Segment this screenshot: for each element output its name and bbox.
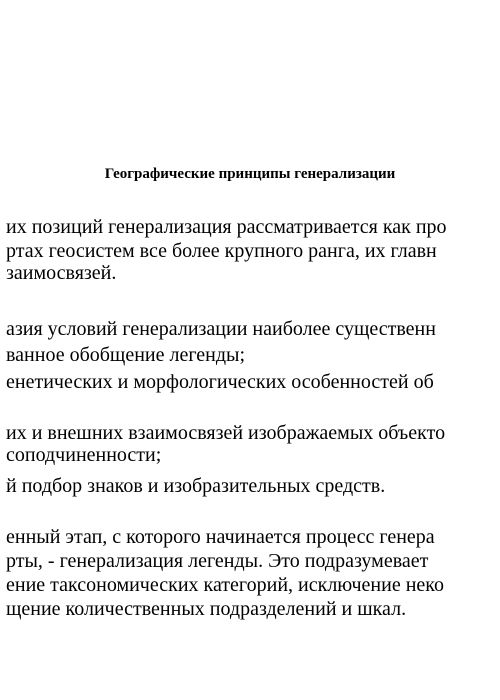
text-line: азия условий генерализации наиболее существенн bbox=[6, 318, 436, 340]
page-title: Географические принципы генерализации bbox=[104, 166, 396, 182]
text-line: заимосвязей. bbox=[6, 262, 117, 284]
text-line: ртах геосистем все более крупного ранга, их главн bbox=[6, 240, 437, 262]
text-line: щение количественных подразделений и шкал. bbox=[6, 598, 407, 620]
text-line: рты, - генерализация легенды. Это подразумевает bbox=[6, 550, 429, 572]
text-line: й подбор знаков и изобразительных средств. bbox=[6, 475, 386, 497]
text-line: их позиций генерализация рассматривается как про bbox=[6, 216, 447, 238]
text-line: ванное обобщение легенды; bbox=[6, 344, 246, 366]
text-line: соподчиненности; bbox=[6, 444, 162, 466]
text-line: енный этап, с которого начинается процесс генера bbox=[6, 526, 435, 548]
text-line: их и внешних взаимосвязей изображаемых объекто bbox=[6, 422, 446, 444]
text-line: енетических и морфологических особенностей об bbox=[6, 371, 434, 393]
text-line: ение таксономических категорий, исключение неко bbox=[6, 574, 444, 596]
